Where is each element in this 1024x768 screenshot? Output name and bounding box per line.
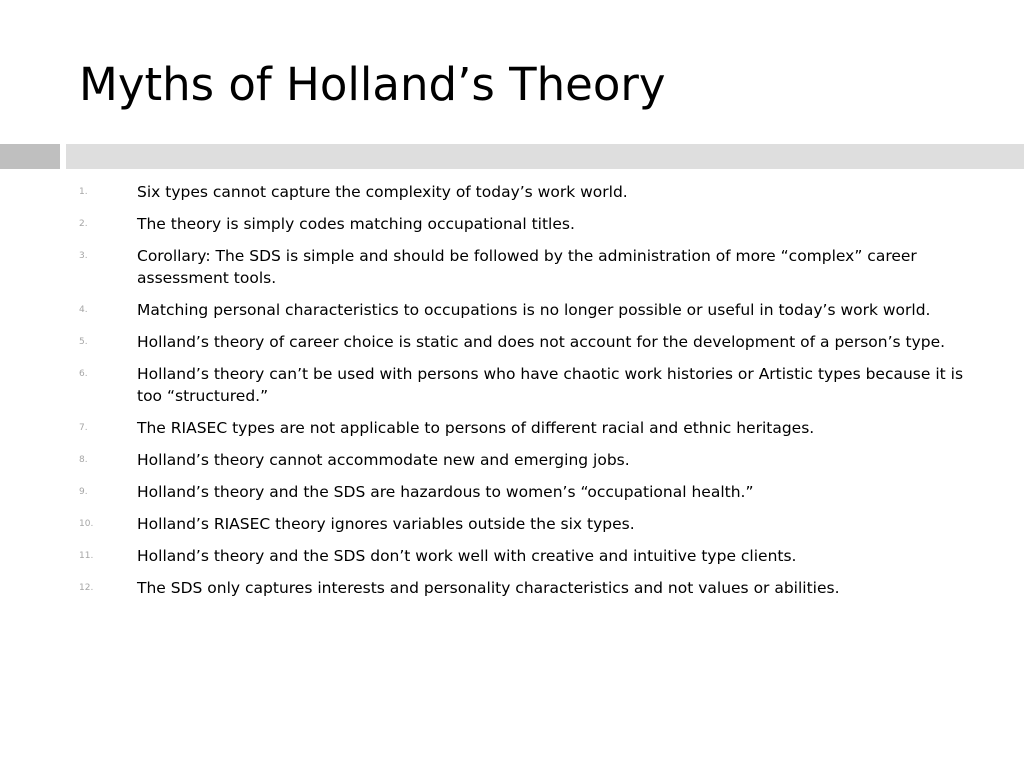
list-item [0,545,1024,567]
list-item [0,577,1024,599]
list-item-number: 5. [79,337,88,347]
list-item-text: Holland’s theory cannot accommodate new and emerging jobs. [137,451,630,469]
myth-list [0,181,1024,609]
decorative-bar-right [66,144,1024,169]
list-item-number: 8. [79,455,88,465]
list-item-text: Holland’s theory can’t be used with persons who have chaotic work histories or Artistic types because it is too “structured.” [137,365,964,405]
list-item-number: 6. [79,369,88,379]
list-item-number: 3. [79,251,88,261]
list-item-number: 4. [79,305,88,315]
list-item [0,181,1024,203]
list-item-number: 2. [79,219,88,229]
list-item-text: Holland’s theory and the SDS are hazardous to women’s “occupational health.” [137,483,754,501]
list-item [0,363,1024,407]
list-item [0,299,1024,321]
list-item [0,449,1024,471]
list-item-text: Corollary: The SDS is simple and should be followed by the administration of more “complex” career assessment tools. [137,247,917,287]
list-item [0,481,1024,503]
list-item [0,417,1024,439]
list-item-text: The SDS only captures interests and personality characteristics and not values or abilities. [137,579,840,597]
list-item-number: 12. [79,583,94,593]
list-item-text: Holland’s RIASEC theory ignores variables outside the six types. [137,515,635,533]
list-item-text: The theory is simply codes matching occupational titles. [137,215,575,233]
list-item-text: The RIASEC types are not applicable to persons of different racial and ethnic heritages. [137,419,815,437]
list-item-text: Holland’s theory and the SDS don’t work well with creative and intuitive type clients. [137,547,797,565]
list-item-number: 9. [79,487,88,497]
list-item [0,331,1024,353]
list-item-text: Matching personal characteristics to occupations is no longer possible or useful in today’s work world. [137,301,931,319]
list-item-number: 10. [79,519,94,529]
list-item [0,213,1024,235]
list-item-number: 11. [79,551,94,561]
list-item-text: Holland’s theory of career choice is static and does not account for the development of a person’s type. [137,333,946,351]
list-item [0,245,1024,289]
list-item [0,513,1024,535]
list-item-number: 1. [79,187,88,197]
slide-title: Myths of Holland’s Theory [79,58,666,111]
decorative-bar-left [0,144,60,169]
list-item-text: Six types cannot capture the complexity of today’s work world. [137,183,628,201]
list-item-number: 7. [79,423,88,433]
